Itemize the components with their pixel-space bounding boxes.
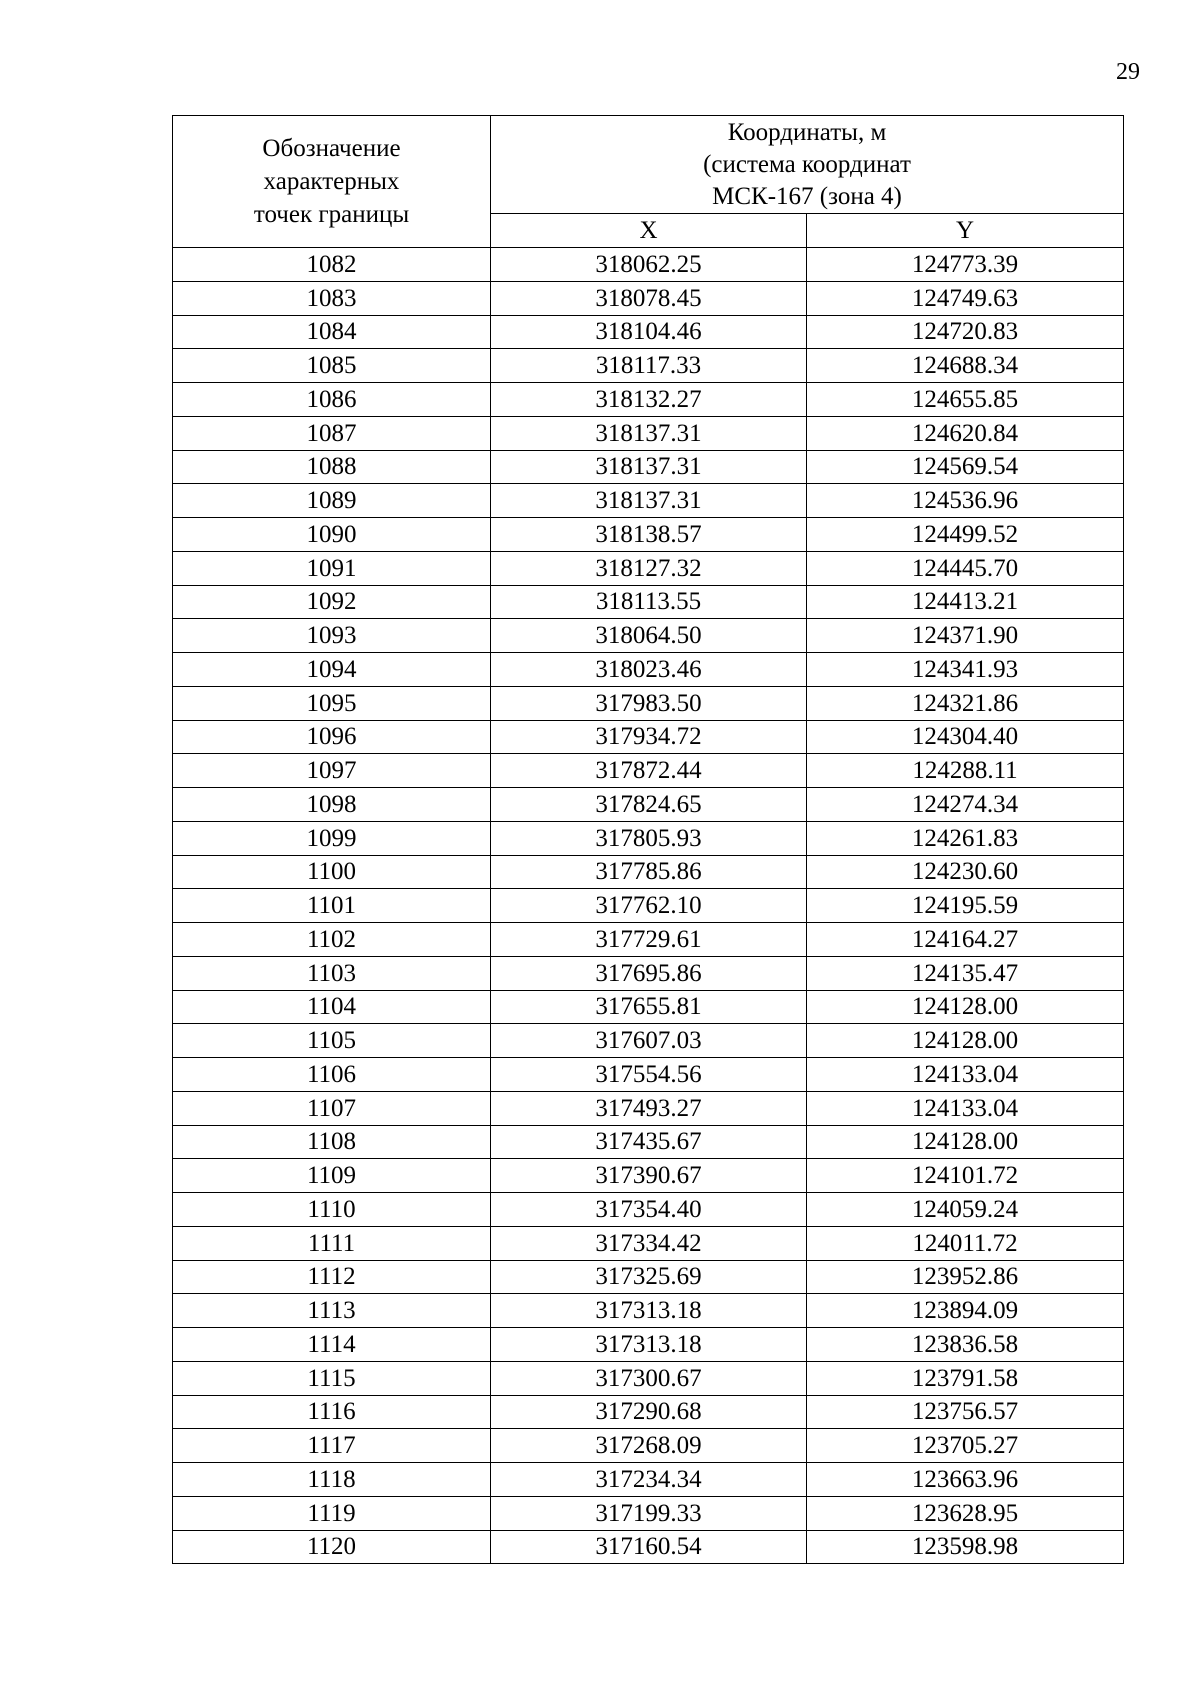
- table-row: [173, 619, 1124, 653]
- point-id-cell: 1112: [173, 1260, 491, 1294]
- y-coordinate-cell: 124445.70: [807, 551, 1124, 585]
- point-id-cell: 1118: [173, 1463, 491, 1497]
- point-id-cell: 1090: [173, 518, 491, 552]
- point-id-cell: 1120: [173, 1530, 491, 1564]
- point-id-cell: 1092: [173, 585, 491, 619]
- y-coordinate-cell: 124341.93: [807, 653, 1124, 687]
- point-id-cell: 1082: [173, 248, 491, 282]
- table-row: [173, 1328, 1124, 1362]
- point-id-cell: 1101: [173, 889, 491, 923]
- table-row: [173, 956, 1124, 990]
- y-coordinate-cell: 124371.90: [807, 619, 1124, 653]
- table-row: [173, 383, 1124, 417]
- point-id-cell: 1087: [173, 416, 491, 450]
- y-coordinate-cell: 124164.27: [807, 923, 1124, 957]
- x-coordinate-cell: 317934.72: [491, 720, 807, 754]
- y-coordinate-cell: 123756.57: [807, 1395, 1124, 1429]
- point-id-cell: 1093: [173, 619, 491, 653]
- table-row: [173, 315, 1124, 349]
- header-designation-line: точек границы: [253, 201, 410, 228]
- table-row: [173, 1226, 1124, 1260]
- table-row: [173, 281, 1124, 315]
- point-id-cell: 1099: [173, 821, 491, 855]
- point-id-cell: 1085: [173, 349, 491, 383]
- point-id-cell: 1091: [173, 551, 491, 585]
- point-id-cell: 1084: [173, 315, 491, 349]
- point-id-cell: 1088: [173, 450, 491, 484]
- y-coordinate-cell: 124101.72: [807, 1159, 1124, 1193]
- point-id-cell: 1102: [173, 923, 491, 957]
- table-body: [173, 248, 1124, 1564]
- table-row: [173, 653, 1124, 687]
- x-coordinate-cell: 318113.55: [491, 585, 807, 619]
- point-id-cell: 1083: [173, 281, 491, 315]
- table-row: [173, 889, 1124, 923]
- point-id-cell: 1115: [173, 1361, 491, 1395]
- x-coordinate-cell: 318137.31: [491, 450, 807, 484]
- x-coordinate-cell: 317313.18: [491, 1294, 807, 1328]
- x-coordinate-cell: 318137.31: [491, 484, 807, 518]
- table-row: [173, 1058, 1124, 1092]
- y-coordinate-cell: 124059.24: [807, 1193, 1124, 1227]
- y-coordinate-cell: 123598.98: [807, 1530, 1124, 1564]
- y-coordinate-cell: 124135.47: [807, 956, 1124, 990]
- x-coordinate-cell: 318132.27: [491, 383, 807, 417]
- x-coordinate-cell: 317824.65: [491, 788, 807, 822]
- x-coordinate-cell: 317325.69: [491, 1260, 807, 1294]
- header-x: X: [491, 214, 807, 248]
- point-id-cell: 1097: [173, 754, 491, 788]
- x-coordinate-cell: 317313.18: [491, 1328, 807, 1362]
- table-header: [173, 116, 1124, 248]
- table-row: [173, 1429, 1124, 1463]
- table-row: [173, 1193, 1124, 1227]
- point-id-cell: 1098: [173, 788, 491, 822]
- table-row: [173, 1294, 1124, 1328]
- table-row: [173, 1024, 1124, 1058]
- point-id-cell: 1109: [173, 1159, 491, 1193]
- table-row: [173, 248, 1124, 282]
- y-coordinate-cell: 124536.96: [807, 484, 1124, 518]
- x-coordinate-cell: 317805.93: [491, 821, 807, 855]
- x-coordinate-cell: 317354.40: [491, 1193, 807, 1227]
- point-id-cell: 1106: [173, 1058, 491, 1092]
- x-coordinate-cell: 317268.09: [491, 1429, 807, 1463]
- y-coordinate-cell: 124569.54: [807, 450, 1124, 484]
- y-coordinate-cell: 124688.34: [807, 349, 1124, 383]
- x-coordinate-cell: 317729.61: [491, 923, 807, 957]
- point-id-cell: 1100: [173, 855, 491, 889]
- point-id-cell: 1103: [173, 956, 491, 990]
- x-coordinate-cell: 317493.27: [491, 1091, 807, 1125]
- coordinates-table: [172, 115, 1124, 1564]
- point-id-cell: 1111: [173, 1226, 491, 1260]
- table-row: [173, 585, 1124, 619]
- x-coordinate-cell: 317655.81: [491, 990, 807, 1024]
- table-row: [173, 1530, 1124, 1564]
- header-designation-line: Обозначение: [262, 135, 401, 162]
- point-id-cell: 1096: [173, 720, 491, 754]
- y-coordinate-cell: 124011.72: [807, 1226, 1124, 1260]
- x-coordinate-cell: 318137.31: [491, 416, 807, 450]
- table-row: [173, 518, 1124, 552]
- x-coordinate-cell: 317160.54: [491, 1530, 807, 1564]
- table-row: [173, 720, 1124, 754]
- header-coordinates-line: (система координат: [703, 150, 911, 178]
- x-coordinate-cell: 318117.33: [491, 349, 807, 383]
- y-coordinate-cell: 123705.27: [807, 1429, 1124, 1463]
- header-designation: [173, 116, 491, 248]
- table-row: [173, 1260, 1124, 1294]
- y-coordinate-cell: 124720.83: [807, 315, 1124, 349]
- y-coordinate-cell: 123628.95: [807, 1496, 1124, 1530]
- y-coordinate-cell: 124195.59: [807, 889, 1124, 923]
- point-id-cell: 1089: [173, 484, 491, 518]
- x-coordinate-cell: 317435.67: [491, 1125, 807, 1159]
- x-coordinate-cell: 318023.46: [491, 653, 807, 687]
- point-id-cell: 1086: [173, 383, 491, 417]
- table-row: [173, 686, 1124, 720]
- y-coordinate-cell: 124274.34: [807, 788, 1124, 822]
- y-coordinate-cell: 124499.52: [807, 518, 1124, 552]
- x-coordinate-cell: 318104.46: [491, 315, 807, 349]
- table-row: [173, 788, 1124, 822]
- header-coordinates-line: МСК-167 (зона 4): [712, 182, 902, 210]
- x-coordinate-cell: 317334.42: [491, 1226, 807, 1260]
- x-coordinate-cell: 318064.50: [491, 619, 807, 653]
- table-row: [173, 855, 1124, 889]
- point-id-cell: 1117: [173, 1429, 491, 1463]
- point-id-cell: 1107: [173, 1091, 491, 1125]
- header-coordinates-line: Координаты, м: [727, 118, 887, 146]
- y-coordinate-cell: 124230.60: [807, 855, 1124, 889]
- x-coordinate-cell: 317300.67: [491, 1361, 807, 1395]
- y-coordinate-cell: 124128.00: [807, 1024, 1124, 1058]
- y-coordinate-cell: 124655.85: [807, 383, 1124, 417]
- x-coordinate-cell: 317199.33: [491, 1496, 807, 1530]
- table-row: [173, 1125, 1124, 1159]
- table-row: [173, 1496, 1124, 1530]
- y-coordinate-cell: 123894.09: [807, 1294, 1124, 1328]
- y-coordinate-cell: 124413.21: [807, 585, 1124, 619]
- table-row: [173, 416, 1124, 450]
- header-designation-line: характерных: [263, 168, 400, 195]
- x-coordinate-cell: 317234.34: [491, 1463, 807, 1497]
- table-row: [173, 1361, 1124, 1395]
- point-id-cell: 1108: [173, 1125, 491, 1159]
- y-coordinate-cell: 124261.83: [807, 821, 1124, 855]
- x-coordinate-cell: 317390.67: [491, 1159, 807, 1193]
- table-row: [173, 484, 1124, 518]
- point-id-cell: 1105: [173, 1024, 491, 1058]
- y-coordinate-cell: 124128.00: [807, 1125, 1124, 1159]
- x-coordinate-cell: 318078.45: [491, 281, 807, 315]
- y-coordinate-cell: 124620.84: [807, 416, 1124, 450]
- y-coordinate-cell: 123836.58: [807, 1328, 1124, 1362]
- point-id-cell: 1095: [173, 686, 491, 720]
- y-coordinate-cell: 124128.00: [807, 990, 1124, 1024]
- table-row: [173, 1395, 1124, 1429]
- table-row: [173, 349, 1124, 383]
- table-row: [173, 450, 1124, 484]
- y-coordinate-cell: 124321.86: [807, 686, 1124, 720]
- table-row: [173, 1463, 1124, 1497]
- point-id-cell: 1114: [173, 1328, 491, 1362]
- header-coordinates: [491, 116, 1124, 214]
- y-coordinate-cell: 124133.04: [807, 1091, 1124, 1125]
- table-row: [173, 1091, 1124, 1125]
- x-coordinate-cell: 317607.03: [491, 1024, 807, 1058]
- y-coordinate-cell: 123663.96: [807, 1463, 1124, 1497]
- x-coordinate-cell: 317983.50: [491, 686, 807, 720]
- page-number: 29: [1116, 59, 1140, 85]
- y-coordinate-cell: 124288.11: [807, 754, 1124, 788]
- x-coordinate-cell: 318062.25: [491, 248, 807, 282]
- point-id-cell: 1094: [173, 653, 491, 687]
- point-id-cell: 1119: [173, 1496, 491, 1530]
- x-coordinate-cell: 318138.57: [491, 518, 807, 552]
- table-row: [173, 1159, 1124, 1193]
- point-id-cell: 1110: [173, 1193, 491, 1227]
- y-coordinate-cell: 124749.63: [807, 281, 1124, 315]
- y-coordinate-cell: 123791.58: [807, 1361, 1124, 1395]
- table-row: [173, 551, 1124, 585]
- y-coordinate-cell: 124773.39: [807, 248, 1124, 282]
- x-coordinate-cell: 317785.86: [491, 855, 807, 889]
- table-row: [173, 821, 1124, 855]
- x-coordinate-cell: 317695.86: [491, 956, 807, 990]
- y-coordinate-cell: 124304.40: [807, 720, 1124, 754]
- x-coordinate-cell: 317872.44: [491, 754, 807, 788]
- point-id-cell: 1104: [173, 990, 491, 1024]
- table-row: [173, 923, 1124, 957]
- x-coordinate-cell: 317290.68: [491, 1395, 807, 1429]
- table-row: [173, 990, 1124, 1024]
- y-coordinate-cell: 124133.04: [807, 1058, 1124, 1092]
- x-coordinate-cell: 317554.56: [491, 1058, 807, 1092]
- y-coordinate-cell: 123952.86: [807, 1260, 1124, 1294]
- point-id-cell: 1113: [173, 1294, 491, 1328]
- table-row: [173, 754, 1124, 788]
- x-coordinate-cell: 317762.10: [491, 889, 807, 923]
- point-id-cell: 1116: [173, 1395, 491, 1429]
- header-y: Y: [807, 214, 1124, 248]
- x-coordinate-cell: 318127.32: [491, 551, 807, 585]
